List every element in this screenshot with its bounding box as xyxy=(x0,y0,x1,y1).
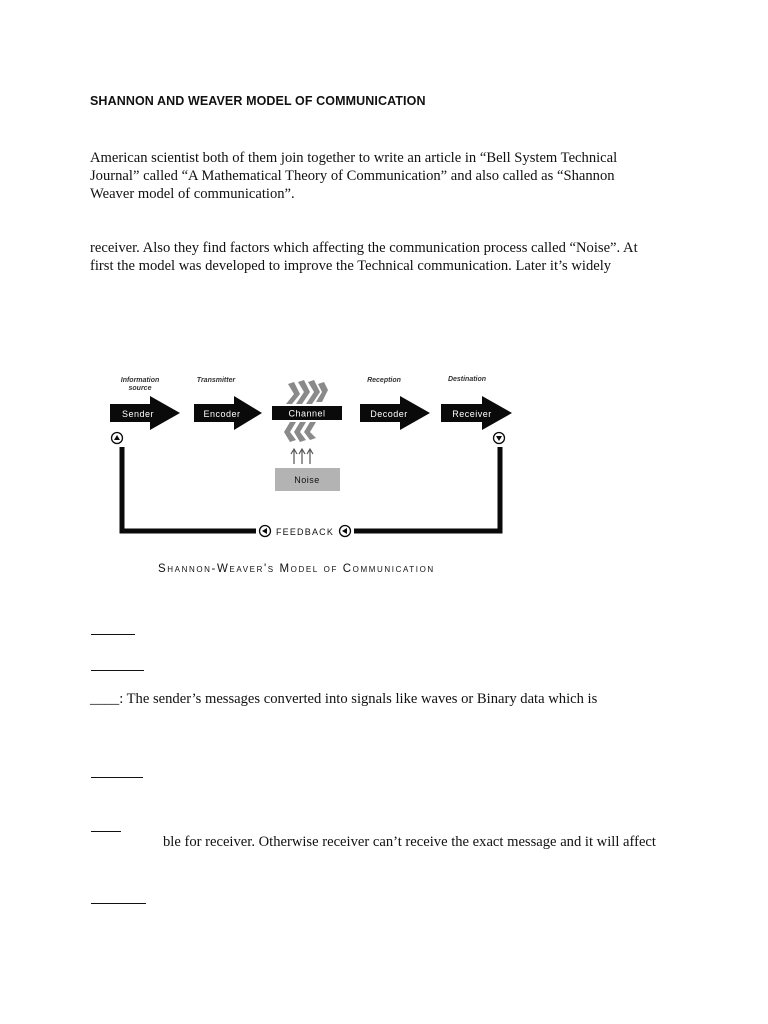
paragraph-intro xyxy=(90,149,617,203)
receiver-description-line: ble for receiver. Otherwise receiver can’t receive the exact message and it will affect xyxy=(163,834,656,850)
noise-arrows-icon xyxy=(291,449,313,464)
paragraph-line: Weaver model of communication”. xyxy=(90,186,295,202)
left-circle-icon xyxy=(340,526,351,537)
receiver-label: Receiver xyxy=(452,409,492,419)
label-information-source: Information xyxy=(120,377,160,384)
signal-icon-top xyxy=(286,380,328,404)
label-destination: Destination xyxy=(447,376,487,383)
paragraph-line: receiver. Also they find factors which affecting the communication process called “Noise”. At xyxy=(90,240,638,256)
paragraph-line: first the model was developed to improve the Technical communication. Later it’s widely xyxy=(90,258,612,274)
noise-label: Noise xyxy=(294,475,320,485)
signal-icon-bottom xyxy=(284,422,316,442)
label-transmitter: Transmitter xyxy=(196,377,236,384)
down-circle-icon xyxy=(494,433,505,444)
up-circle-icon xyxy=(112,433,123,444)
sender-label: Sender xyxy=(121,409,155,419)
feedback-loop-line-right xyxy=(354,447,500,531)
feedback-label: FEEDBACK xyxy=(275,527,335,537)
encoder-description-line: ____: The sender’s messages converted into signals like waves or Binary data which is xyxy=(90,691,598,707)
blank-underline xyxy=(91,777,143,778)
blank-underline xyxy=(91,634,135,635)
shannon-weaver-diagram xyxy=(100,360,520,590)
document-title: SHANNON AND WEAVER MODEL OF COMMUNICATION xyxy=(90,94,426,108)
paragraph-line: Journal” called “A Mathematical Theory of Communication” and also called as “Shannon xyxy=(90,168,615,184)
blank-underline xyxy=(91,670,144,671)
encoder-label: Encoder xyxy=(203,409,241,419)
feedback-loop-line xyxy=(122,447,256,531)
blank-underline xyxy=(91,831,121,832)
diagram-caption: Shannon-Weaver's Model of Communication xyxy=(158,563,435,575)
label-information-source-2: source xyxy=(128,385,152,392)
paragraph-noise xyxy=(90,239,638,275)
channel-label: Channel xyxy=(288,408,326,419)
left-circle-icon xyxy=(260,526,271,537)
decoder-label: Decoder xyxy=(370,409,408,419)
blank-underline xyxy=(91,903,146,904)
label-reception: Reception xyxy=(367,377,401,384)
paragraph-line: American scientist both of them join together to write an article in “Bell System Technical xyxy=(90,150,618,166)
